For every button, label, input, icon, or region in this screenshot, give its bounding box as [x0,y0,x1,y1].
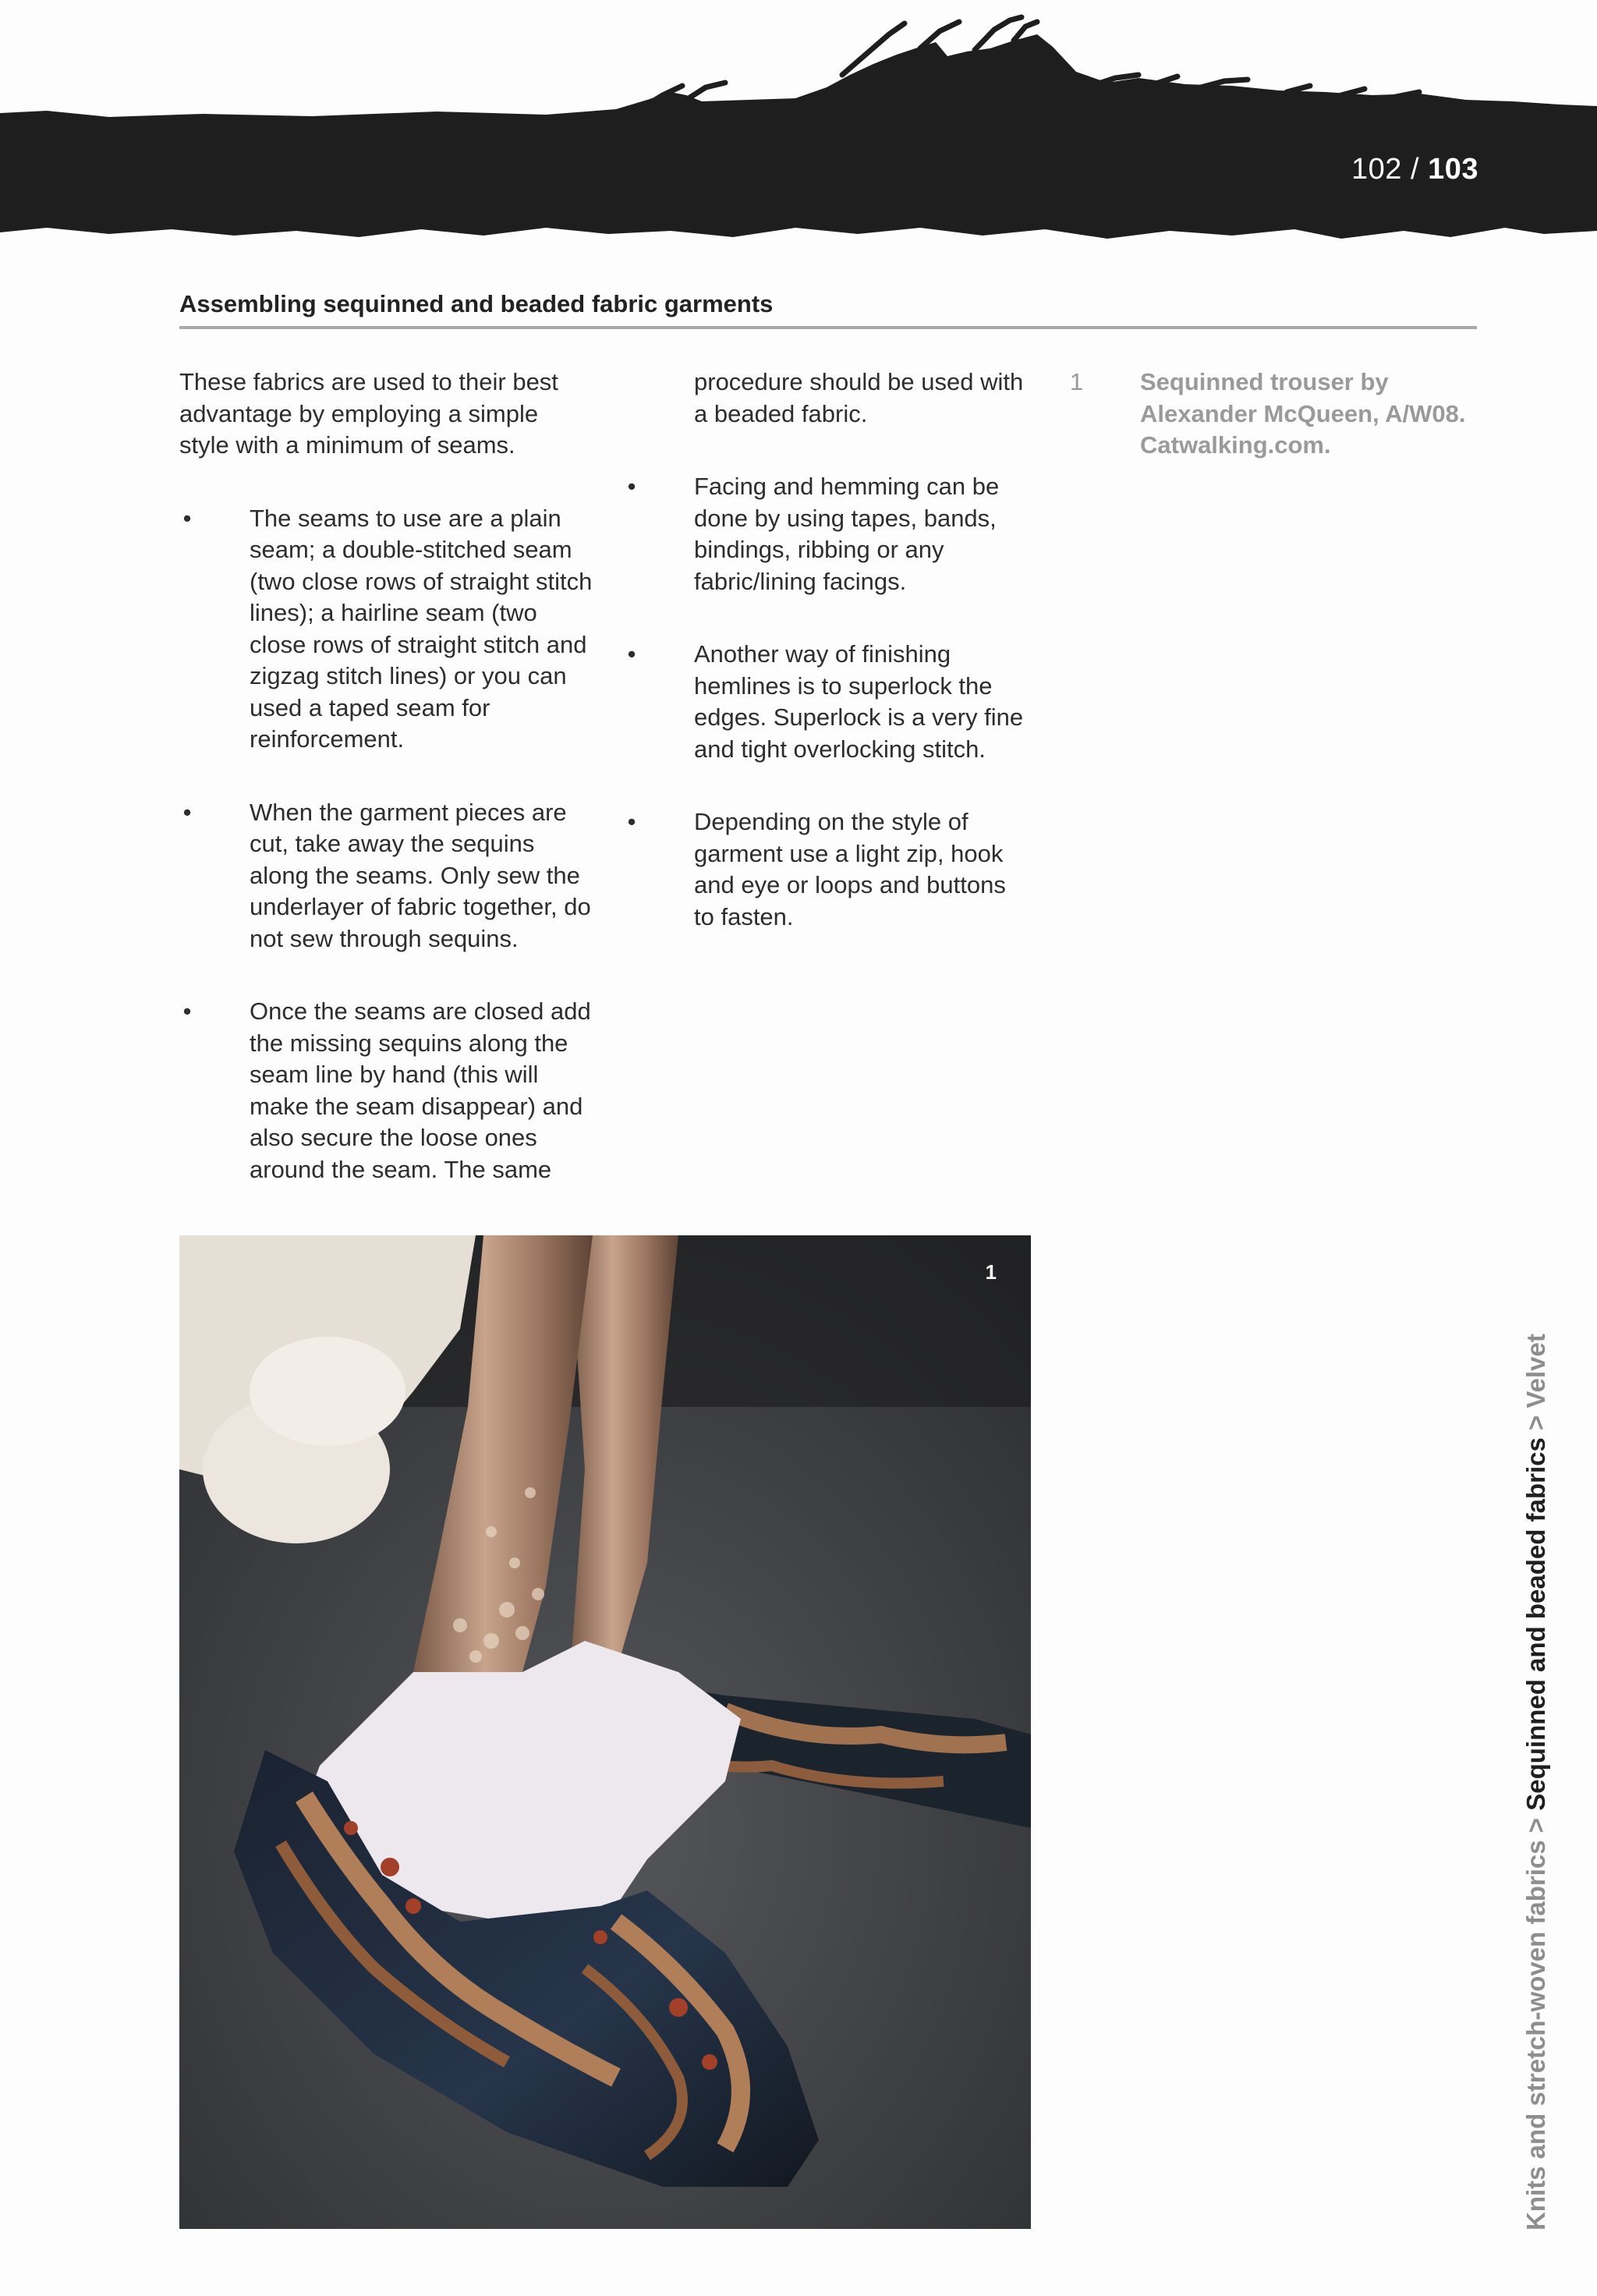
text-column-2 [624,367,1029,974]
bullet-text: The seams to use are a plain seam; a double-stitched seam (two close rows of straight stitch lines); a hairline seam (two close rows of straight stitch and zigzag stitch lines) or you can used a taped seam for reinforcement. [250,504,593,753]
runway-photo [179,1235,1031,2229]
bullet-text: Facing and hemming can be done by using tapes, bands, bindings, ribbing or any fabric/lining facings. [694,473,1000,595]
bullet-item [179,797,593,955]
text-column-1 [179,367,593,1227]
page-folio [1351,153,1478,186]
continued-paragraph: procedure should be used with a beaded fabric. [694,368,1024,427]
caption-line: Sequinned trouser by [1140,368,1389,395]
chapter-breadcrumb [1513,1318,1560,2230]
page-number-left: 102 [1351,153,1402,186]
bullet-item [624,639,1029,765]
bullet-marker: • [627,473,636,500]
bullet-text: Another way of finishing hemlines is to superlock the edges. Superlock is a very fine and tight overlocking stitch. [694,640,1024,763]
photo-illustration [179,1235,1031,2229]
bullet-item [179,503,593,756]
photo-caption [1140,367,1483,462]
caption-line: Catwalking.com. [1140,431,1331,459]
photo-label: 1 [985,1260,997,1284]
bullet-marker: • [627,640,636,668]
bullet-text: When the garment pieces are cut, take away the sequins along the seams. Only sew the underlayer of fabric together, do not sew through sequins. [250,798,591,952]
breadcrumb-before: Knits and stretch-woven fabrics > [1521,1810,1550,2230]
caption-number: 1 [1070,368,1084,395]
intro-paragraph: These fabrics are used to their best advantage by employing a simple style with a minimum of seams. [179,368,558,459]
header-banner [0,0,1597,250]
brush-stroke-graphic [0,0,1597,250]
bullet-text: Depending on the style of garment use a light zip, hook and eye or loops and buttons to fasten. [694,808,1006,930]
bullet-text: Once the seams are closed add the missing sequins along the seam line by hand (this will make the seam disappear) and also secure the loose ones around the seam. The same [250,997,591,1183]
caption-line: Alexander McQueen, A/W08. [1140,399,1466,427]
page-number-separator: / [1401,153,1429,186]
bullet-marker: • [627,808,636,835]
bullet-marker: • [182,997,192,1025]
bullet-marker: • [182,798,192,826]
bullet-item [624,806,1029,933]
bullet-item [179,996,593,1185]
section-title: Assembling sequinned and beaded fabric garments [179,290,1477,329]
bullet-item [624,471,1029,597]
breadcrumb-current: Sequinned and beaded fabrics [1521,1437,1550,1811]
breadcrumb-after: > Velvet [1521,1334,1550,1438]
page-number-right: 103 [1428,153,1478,186]
bullet-marker: • [182,504,192,532]
